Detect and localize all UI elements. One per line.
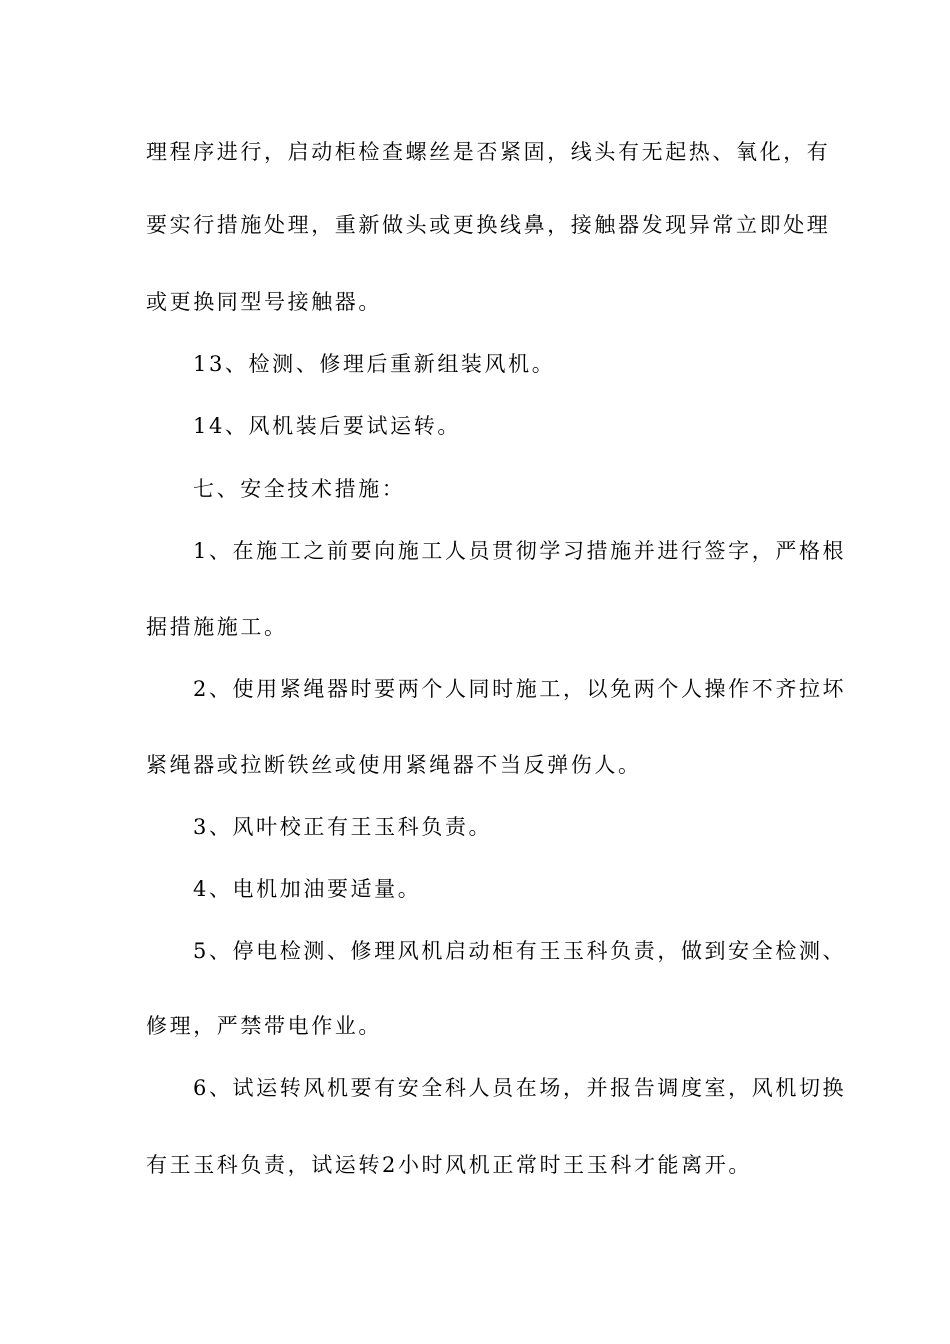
text-line: 或更换同型号接触器。 xyxy=(146,290,382,314)
text-line: 有王玉科负责，试运转2小时风机正常时王玉科才能离开。 xyxy=(146,1153,752,1177)
measure-item-4: 4、电机加油要适量。 xyxy=(193,877,422,901)
measure-item-1: 1、在施工之前要向施工人员贯彻学习措施并进行签字，严格根 xyxy=(193,539,847,563)
measure-item-3: 3、风叶校正有王玉科负责。 xyxy=(193,815,493,839)
text-line: 据措施施工。 xyxy=(146,615,288,639)
section-heading: 七、安全技术措施： xyxy=(193,477,406,501)
text-line: 要实行措施处理，重新做头或更换线鼻，接触器发现异常立即处理 xyxy=(146,213,831,237)
list-item-14: 14、风机装后要试运转。 xyxy=(193,414,461,438)
measure-item-5: 5、停电检测、修理风机启动柜有王玉科负责，做到安全检测、 xyxy=(193,939,847,963)
list-item-13: 13、检测、修理后重新组装风机。 xyxy=(193,352,556,376)
text-line: 紧绳器或拉断铁丝或使用紧绳器不当反弹伤人。 xyxy=(146,753,642,777)
text-line: 理程序进行，启动柜检查螺丝是否紧固，线头有无起热、氧化，有 xyxy=(146,140,831,164)
text-line: 修理，严禁带电作业。 xyxy=(146,1014,382,1038)
measure-item-2: 2、使用紧绳器时要两个人同时施工，以免两个人操作不齐拉坏 xyxy=(193,677,847,701)
measure-item-6: 6、试运转风机要有安全科人员在场，并报告调度室，风机切换 xyxy=(193,1076,847,1100)
